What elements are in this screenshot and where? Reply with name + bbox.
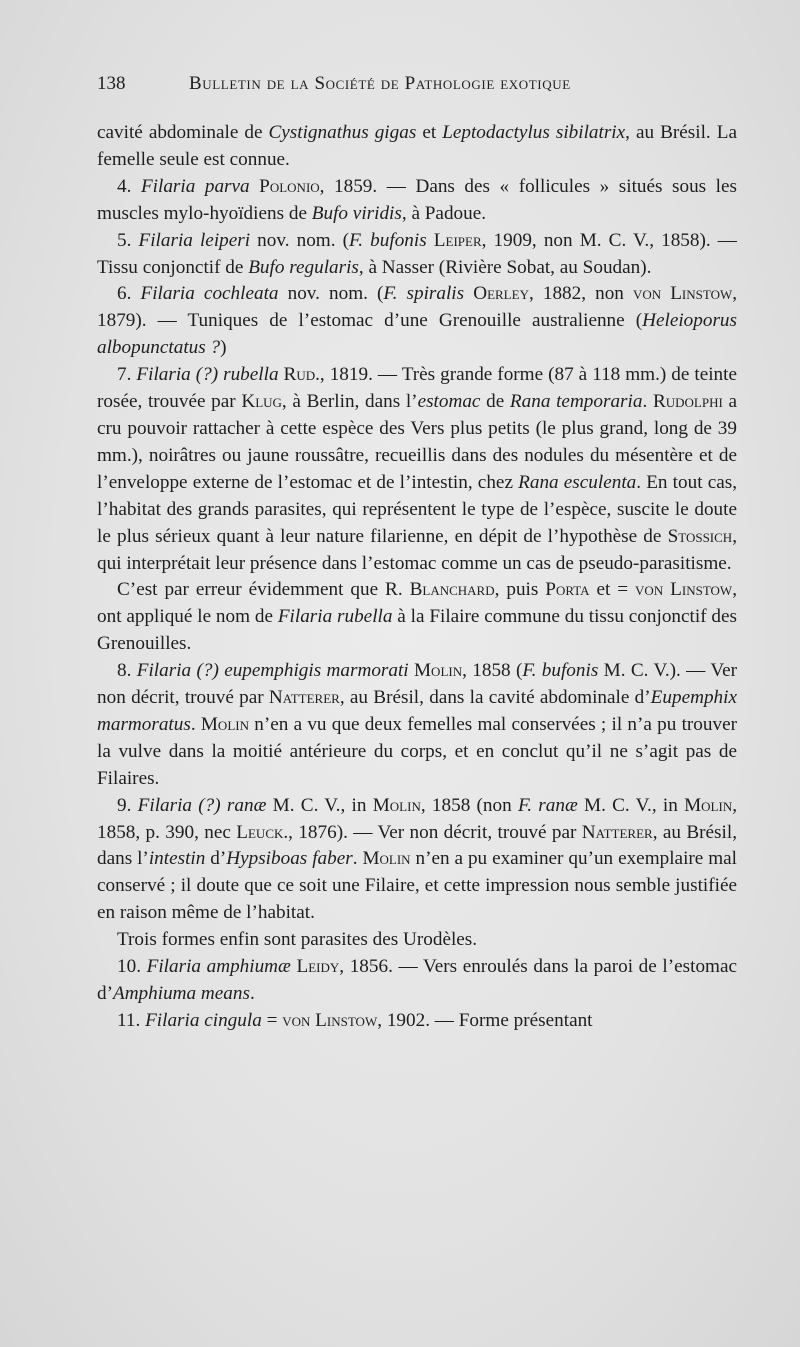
text-run: , ont appliqué le nom de [97, 579, 737, 628]
text-run: . [190, 713, 201, 735]
italic-run: Rana esculenta [518, 471, 637, 493]
author-name: Molin [372, 794, 421, 816]
text-run: , 1858, p. 390, nec [97, 794, 737, 843]
paragraph-blanchard-note [97, 577, 737, 658]
text-run: , 1876). — Ver non décrit, trouvé par [288, 821, 582, 843]
text-run: , 1902. — Forme présentant [377, 1009, 593, 1031]
text-run: , qui interprétait leur présence dans l’estomac comme un cas de pseudo-parasitisme. [97, 525, 737, 574]
text-run: 9. [117, 794, 138, 816]
italic-run: Rana temporaria [509, 391, 643, 413]
text-run: ) [220, 337, 227, 359]
author-name: Natterer [268, 687, 340, 709]
text-run: 10. [117, 956, 147, 978]
italic-run: Filaria cochleata [140, 283, 279, 305]
text-run: n’en a pu examiner qu’un exemplaire mal conservé ; il doute que ce soit une Filaire, et cette impression nous semble justifiée en raison même de l’habitat. [97, 848, 738, 924]
author-name: Natterer [581, 821, 653, 843]
italic-run: Amphiuma means [112, 983, 250, 1004]
text-run: n’en a vu que deux femelles mal conservées ; il n’a pu trouver la vulve dans la moitié antérieure du corps, et en conclut qu’il ne s’agit pas de Filaires. [97, 713, 737, 789]
text-run: , à Berlin, dans l’ [281, 391, 418, 413]
text-run: et [416, 122, 443, 143]
text-run [427, 230, 434, 251]
author-name: Polonio [259, 175, 320, 197]
paragraph-filaria-parva [97, 174, 737, 228]
author-name: Porta [545, 579, 590, 601]
italic-run: Bufo viridis [311, 202, 402, 224]
text-run: , 1859. — Dans des « follicules » situés sous les muscles mylo-hyoïdiens de [97, 175, 738, 224]
text-run: 8. [117, 660, 137, 682]
text-run: , puis [494, 579, 546, 601]
italic-run: F. spiralis [383, 283, 465, 305]
paragraph-filaria-leiperi [97, 228, 737, 282]
italic-run: F. bufonis [349, 229, 427, 251]
text-run: . En tout cas, l’habitat des grands parasites, qui représentent le type de l’espèce, suscite le doute le plus sérieux quant à leur nature filarienne, en dépit de l’hypothèse de [97, 471, 737, 547]
page-number: 138 [97, 73, 126, 94]
text-run: , au Brésil, dans la cavité abdominale d’ [339, 687, 651, 709]
italic-run: Leptodactylus sibilatrix [442, 122, 626, 143]
italic-run: Filaria leiperi [138, 229, 251, 251]
text-run [250, 176, 260, 197]
text-run: Trois formes enfin sont parasites des Urodèles. [117, 929, 478, 951]
text-run: , à Nasser (Rivière Sobat, au Soudan). [358, 256, 652, 278]
paragraph-filaria-eupemphigis [97, 658, 737, 793]
author-name: Blanchard [409, 579, 495, 601]
italic-run: Filaria (?) eupemphigis marmorati [136, 660, 409, 682]
italic-run: Filaria parva [140, 175, 250, 197]
italic-run: Cystignathus gigas [268, 122, 417, 143]
author-name: Stossich [667, 525, 733, 547]
italic-run: Filaria cingula [145, 1009, 262, 1031]
text-run: , 1858 ( [462, 660, 523, 682]
text-run: M. C. V., in [577, 794, 685, 816]
text-run: d’ [205, 848, 227, 870]
paragraph-filaria-cochleata [97, 281, 737, 362]
italic-run: Bufo regularis [248, 256, 359, 278]
author-name: Klug [241, 391, 282, 413]
paragraph-urodeles-intro [97, 927, 737, 954]
text-run: . [249, 983, 255, 1004]
text-run: de [480, 391, 510, 413]
italic-run: Filaria rubella [277, 606, 393, 628]
author-name: Molin [684, 794, 733, 816]
author-name: Rudolphi [652, 391, 723, 413]
author-name: Molin [414, 660, 463, 682]
italic-run: Hypsiboas faber [226, 848, 353, 870]
author-name: von Linstow [632, 283, 733, 305]
text-run: C’est par erreur évidemment que R. [117, 579, 410, 601]
text-run: 11. [117, 1009, 146, 1031]
author-name: von Linstow [635, 579, 733, 601]
text-run: , au Brésil, dans l’ [97, 821, 737, 870]
author-name: Oerley [473, 283, 529, 305]
text-run: = [261, 1009, 283, 1031]
text-run: 4. [117, 175, 141, 197]
italic-run: Heleioporus albopunctatus ? [97, 310, 737, 359]
text-run: nov. nom. ( [278, 283, 384, 305]
author-name: Molin [362, 848, 411, 870]
paragraph-1-continuation [97, 120, 737, 174]
paragraph-filaria-cingula [97, 1008, 737, 1035]
text-run: 6. [117, 283, 141, 305]
italic-run: estomac [417, 391, 481, 413]
author-name: Molin [200, 713, 249, 735]
text-run: 7. [117, 364, 137, 386]
author-name: Leiper [433, 229, 482, 251]
text-run: , au Brésil. La femelle seule est connue. [97, 122, 737, 170]
paragraph-filaria-rubella [97, 362, 737, 577]
author-name: von Linstow [282, 1009, 378, 1031]
italic-run: Filaria amphiumæ [146, 956, 291, 978]
paragraph-filaria-ranae [97, 793, 737, 928]
text-run: . [642, 391, 653, 413]
text-run: a cru pouvoir rattacher à cette espèce des Vers plus petits (le plus grand, long de 39 mm.), noirâtres ou jaune roussâtre, recueillis dans des nodules du mésentère et de l’enveloppe externe de l’estomac et de l’intestin, chez [97, 391, 737, 493]
text-run: , 1879). — Tuniques de l’estomac d’une Grenouille australienne ( [97, 283, 738, 332]
text-run: , 1856. — Vers enroulés dans la paroi de l’estomac d’ [97, 956, 737, 1004]
text-run [464, 283, 473, 304]
author-name: Leuck. [236, 821, 289, 843]
text-run: , 1909, non M. C. V., 1858). — Tissu conjonctif de [97, 229, 737, 278]
text-run: à la Filaire commune du tissu conjonctif des Grenouilles. [97, 606, 737, 655]
text-run: M. C. V.). — Ver non décrit, trouvé par [97, 660, 738, 709]
running-head-title: Bulletin de la Société de Pathologie exotique [189, 73, 571, 94]
italic-run: F. ranæ [517, 794, 578, 816]
text-run: 5. [117, 229, 139, 251]
italic-run: intestin [148, 848, 206, 870]
italic-run: Filaria (?) rubella [136, 364, 279, 386]
paragraph-filaria-amphiumae [97, 954, 737, 1008]
text-run: . [352, 848, 363, 870]
text-run: et = [589, 579, 636, 601]
text-run: , 1858 (non [420, 794, 518, 816]
italic-run: Eupemphix marmoratus [97, 687, 737, 735]
text-run: , à Padoue. [401, 202, 487, 224]
italic-run: Filaria (?) ranæ [137, 794, 267, 816]
text-run: cavité abdominale de [97, 122, 269, 143]
running-header [97, 72, 737, 96]
text-run: , 1882, non [528, 283, 633, 305]
text-run: nov. nom. ( [250, 229, 350, 251]
author-name: Leidy [296, 956, 340, 978]
text-run: M. C. V., in [266, 794, 373, 816]
italic-run: F. bufonis [522, 660, 599, 682]
text-run: , 1819. — Très grande forme (87 à 118 mm.) de teinte rosée, trouvée par [97, 364, 738, 413]
body-text [97, 120, 737, 1035]
author-name: Rud. [283, 364, 320, 386]
